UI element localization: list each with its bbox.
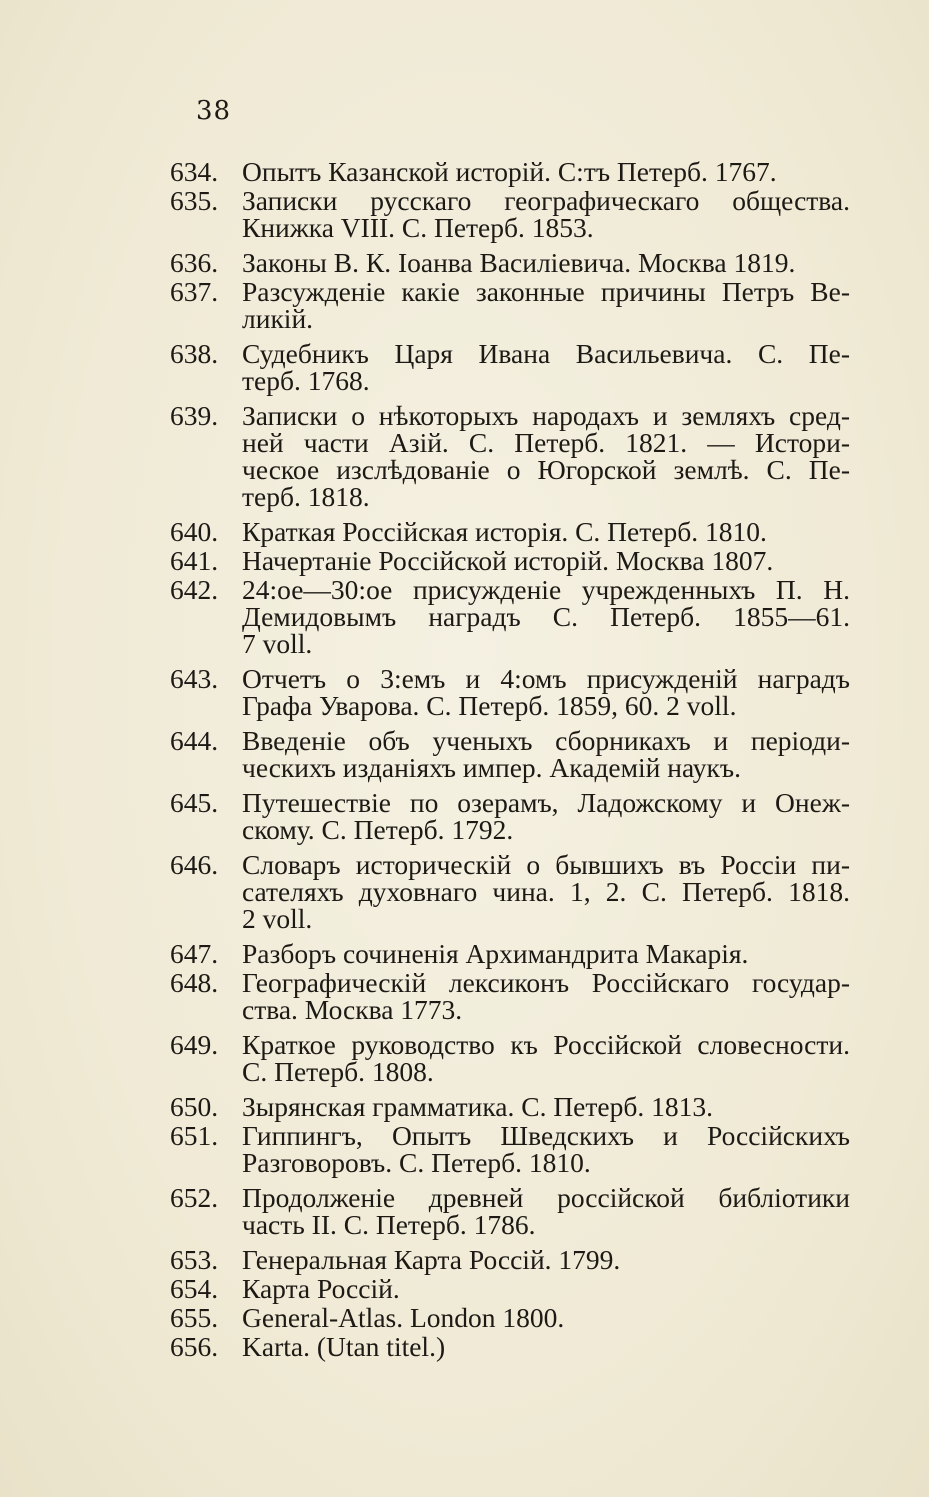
- entry-number: 651.: [170, 1120, 219, 1151]
- catalog-entry: [170, 851, 850, 932]
- catalog-entry: [170, 1275, 850, 1302]
- entry-text: [242, 1333, 850, 1360]
- entry-line: Начертаніе Россійской исторій. Москва 1807.: [242, 545, 774, 576]
- entry-line: Гиппингъ, Опытъ Шведскихъ и Россійскихъ: [242, 1120, 850, 1151]
- catalog-entry: [170, 249, 850, 276]
- catalog-entry: [170, 789, 850, 843]
- entry-text: [242, 1122, 850, 1176]
- entry-number: 654.: [170, 1273, 219, 1304]
- entry-text: [242, 969, 850, 1023]
- catalog-entry: [170, 727, 850, 781]
- entry-text: [242, 940, 850, 967]
- entry-number: 652.: [170, 1182, 219, 1213]
- entry-line: Разборъ сочиненія Архимандрита Макарія.: [242, 938, 749, 969]
- entry-line: Опытъ Казанской исторій. С:тъ Петерб. 1767.: [242, 156, 777, 187]
- entry-number: 646.: [170, 849, 219, 880]
- entry-text: [242, 1093, 850, 1120]
- entry-line: С. Петерб. 1808.: [242, 1056, 434, 1087]
- entry-line: 2 voll.: [242, 903, 313, 934]
- entry-line: Демидовымъ наградъ С. Петерб. 1855—61.: [242, 601, 850, 632]
- entry-number: 635.: [170, 185, 219, 216]
- catalog-entry: [170, 1093, 850, 1120]
- entry-text: [242, 187, 850, 241]
- entry-line: скому. С. Петерб. 1792.: [242, 814, 514, 845]
- entry-number: 656.: [170, 1331, 219, 1362]
- entry-number: 638.: [170, 338, 219, 369]
- entry-line: General-Atlas. London 1800.: [242, 1302, 565, 1333]
- entry-text: [242, 789, 850, 843]
- entry-line: Отчетъ о 3:емъ и 4:омъ присужденій наградъ: [242, 663, 850, 694]
- entry-number: 645.: [170, 787, 219, 818]
- entry-number: 653.: [170, 1244, 219, 1275]
- catalog-entry: [170, 402, 850, 510]
- catalog-entry: [170, 576, 850, 657]
- entry-line: Графа Уварова. С. Петерб. 1859, 60. 2 voll.: [242, 690, 737, 721]
- entry-line: Судебникъ Царя Ивана Васильевича. С. Пе-: [242, 338, 850, 369]
- entry-number: 649.: [170, 1029, 219, 1060]
- entry-line: Продолженіе древней россійской библіотики: [242, 1182, 850, 1213]
- catalog-entry: [170, 940, 850, 967]
- catalog-entry: [170, 1031, 850, 1085]
- entry-line: Karta. (Utan titel.): [242, 1331, 446, 1362]
- entry-line: Введеніе объ ученыхъ сборникахъ и періоди-: [242, 725, 850, 756]
- entry-line: 24:ое—30:ое присужденіе учрежденныхъ П. Н.: [242, 574, 850, 605]
- entry-number: 641.: [170, 545, 219, 576]
- catalog-entry: [170, 278, 850, 332]
- entry-number: 647.: [170, 938, 219, 969]
- catalog-entry: [170, 1184, 850, 1238]
- entry-text: [242, 278, 850, 332]
- entry-line: Записки о нѣкоторыхъ народахъ и земляхъ сред-: [242, 400, 850, 431]
- entry-line: терб. 1768.: [242, 365, 370, 396]
- entry-number: 650.: [170, 1091, 219, 1122]
- entry-number: 643.: [170, 663, 219, 694]
- entry-text: [242, 518, 850, 545]
- entry-line: Разсужденіе какіе законные причины Петръ Ве-: [242, 276, 850, 307]
- entry-text: [242, 1246, 850, 1273]
- catalog-entry: [170, 340, 850, 394]
- page-number: 38: [196, 96, 232, 126]
- entry-line: Словаръ историческій о бывшихъ въ Россіи пи-: [242, 849, 850, 880]
- entry-text: [242, 402, 850, 510]
- entry-text: [242, 1031, 850, 1085]
- entry-text: [242, 665, 850, 719]
- entry-number: 648.: [170, 967, 219, 998]
- entry-text: [242, 1275, 850, 1302]
- catalog-entry: [170, 1122, 850, 1176]
- catalog-entry: [170, 665, 850, 719]
- entry-line: Краткая Россійская исторія. С. Петерб. 1810.: [242, 516, 767, 547]
- entry-number: 644.: [170, 725, 219, 756]
- entry-text: [242, 851, 850, 932]
- entry-line: Географическій лексиконъ Россійскаго государ-: [242, 967, 850, 998]
- entry-number: 634.: [170, 156, 219, 187]
- entry-line: Зырянская грамматика. С. Петерб. 1813.: [242, 1091, 713, 1122]
- entry-text: [242, 1184, 850, 1238]
- catalog-entry: [170, 1246, 850, 1273]
- catalog-entry: [170, 518, 850, 545]
- entry-number: 639.: [170, 400, 219, 431]
- catalog-entry: [170, 187, 850, 241]
- entry-text: [242, 727, 850, 781]
- entry-line: Генеральная Карта Россій. 1799.: [242, 1244, 621, 1275]
- entry-line: терб. 1818.: [242, 481, 370, 512]
- entry-line: Карта Россій.: [242, 1273, 400, 1304]
- entry-line: ческихъ изданіяхъ импер. Академій наукъ.: [242, 752, 742, 783]
- entry-line: Краткое руководство къ Россійской словесности.: [242, 1029, 850, 1060]
- entry-number: 642.: [170, 574, 219, 605]
- entry-line: Путешествіе по озерамъ, Ладожскому и Онеж-: [242, 787, 850, 818]
- entry-line: ства. Москва 1773.: [242, 994, 463, 1025]
- catalog-entry-list: [170, 158, 850, 1362]
- entry-line: Законы В. К. Іоанва Василіевича. Москва 1819.: [242, 247, 796, 278]
- catalog-entry: [170, 1333, 850, 1360]
- catalog-entry: [170, 158, 850, 185]
- entry-number: 637.: [170, 276, 219, 307]
- entry-line: ческое изслѣдованіе о Югорской землѣ. С. Пе-: [242, 454, 850, 485]
- entry-line: Книжка VIII. С. Петерб. 1853.: [242, 212, 594, 243]
- entry-text: [242, 249, 850, 276]
- entry-line: Записки русскаго географическаго общества.: [242, 185, 850, 216]
- entry-text: [242, 547, 850, 574]
- entry-number: 655.: [170, 1302, 219, 1333]
- entry-line: 7 voll.: [242, 628, 313, 659]
- entry-line: часть II. С. Петерб. 1786.: [242, 1209, 536, 1240]
- catalog-entry: [170, 1304, 850, 1331]
- catalog-entry: [170, 969, 850, 1023]
- entry-text: [242, 158, 850, 185]
- entry-number: 640.: [170, 516, 219, 547]
- catalog-entry: [170, 547, 850, 574]
- entry-text: [242, 576, 850, 657]
- entry-line: ней части Азій. С. Петерб. 1821. — Истори-: [242, 427, 850, 458]
- entry-line: сателяхъ духовнаго чина. 1, 2. С. Петерб. 1818.: [242, 876, 850, 907]
- entry-text: [242, 1304, 850, 1331]
- entry-line: ликій.: [242, 303, 314, 334]
- entry-line: Разговоровъ. С. Петерб. 1810.: [242, 1147, 591, 1178]
- entry-text: [242, 340, 850, 394]
- entry-number: 636.: [170, 247, 219, 278]
